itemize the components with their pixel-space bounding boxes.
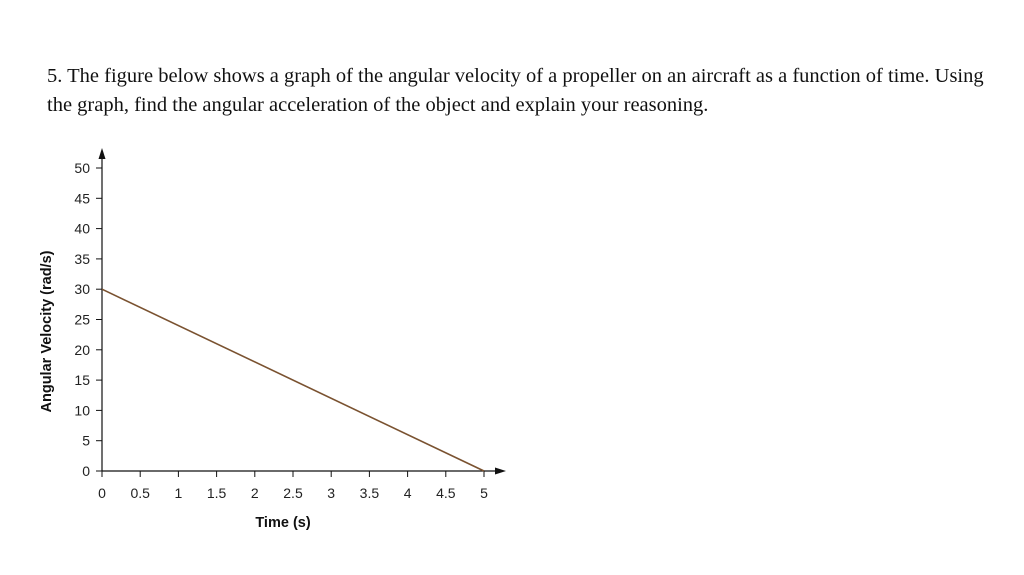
x-tick-label: 1.5 — [206, 485, 227, 501]
y-axis-title: Angular Velocity (rad/s) — [39, 250, 55, 413]
x-axis-arrowhead — [495, 468, 506, 475]
y-tick-label: 25 — [74, 311, 90, 328]
x-axis-title: Time (s) — [255, 515, 311, 531]
y-axis-arrowhead — [99, 148, 106, 159]
x-tick-label: 5 — [480, 485, 488, 501]
x-tick-label: 2.5 — [283, 485, 303, 501]
y-tick-label: 40 — [74, 220, 90, 237]
y-tick-label: 15 — [74, 372, 90, 389]
y-tick-label: 45 — [74, 190, 90, 207]
y-tick-label: 5 — [82, 432, 90, 449]
x-tick-label: 3.5 — [359, 485, 380, 501]
x-tick-label: 4.5 — [436, 485, 456, 501]
x-ticks — [98, 471, 488, 501]
x-tick-label: 0.5 — [130, 485, 150, 501]
chart-svg — [0, 140, 540, 540]
y-tick-label: 10 — [74, 402, 90, 419]
y-tick-label: 50 — [74, 160, 90, 176]
x-tick-label: 4 — [403, 485, 412, 501]
question-text: 5. The figure below shows a graph of the angular velocity of a propeller on an aircraft as a function of time. Using the graph, find the angular acceleration of the object and explain your reasoning. — [47, 65, 984, 116]
series-line — [102, 289, 484, 471]
y-ticks — [74, 160, 102, 479]
x-tick-label: 2 — [250, 485, 259, 501]
angular-velocity-chart — [0, 140, 540, 540]
y-tick-label: 0 — [82, 463, 90, 479]
x-tick-label: 0 — [98, 485, 106, 501]
x-tick-label: 3 — [327, 485, 336, 501]
y-tick-label: 20 — [74, 341, 90, 358]
y-tick-label: 30 — [74, 281, 90, 298]
y-tick-label: 35 — [74, 250, 90, 267]
series-group — [102, 289, 484, 471]
x-tick-label: 1 — [174, 485, 183, 501]
